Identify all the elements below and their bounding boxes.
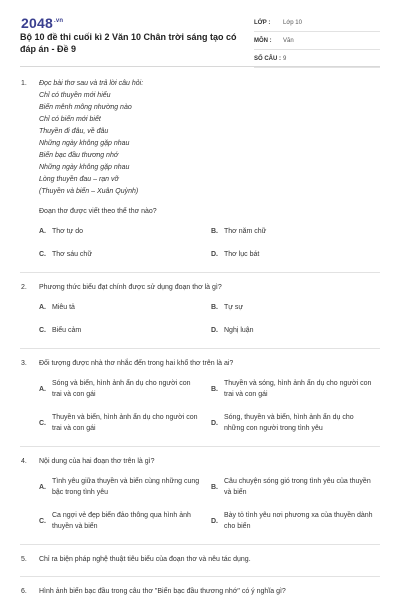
question-text: Đoạn thơ được viết theo thể thơ nào?	[39, 208, 157, 215]
question-6	[20, 586, 380, 597]
answer-options	[39, 302, 380, 348]
poem-line: Những ngày không gặp nhau	[39, 140, 130, 147]
poem-line: Thuyền đi đâu, về đâu	[39, 128, 109, 135]
meta-value-count: 9	[283, 55, 287, 62]
option-text: Thơ tự do	[52, 228, 84, 235]
option-text: Thơ năm chữ	[224, 228, 267, 235]
option-letter: C.	[39, 327, 46, 334]
meta-label-count: SỐ CÂU :	[254, 55, 281, 62]
page-title: Bộ 10 đề thi cuối kì 2 Văn 10 Chân trời sáng tạo có đáp án - Đề 9	[20, 32, 237, 54]
option-text: Bày tỏ tình yêu nơi phương xa của thuyền dành cho biển	[224, 512, 373, 530]
question-text: Đối tượng được nhà thơ nhắc đến trong hai khổ thơ trên là ai?	[39, 360, 234, 367]
option-d[interactable]	[211, 249, 383, 260]
question-number: 4.	[21, 458, 27, 465]
option-text: Thuyền và sóng, hình ảnh ẩn dụ cho người con trai và con gái	[224, 380, 372, 398]
question-1	[20, 78, 380, 272]
question-text: Nội dung của hai đoạn thơ trên là gì?	[39, 458, 155, 465]
option-letter: A.	[39, 385, 46, 393]
poem-source: (Thuyền và biển – Xuân Quỳnh)	[39, 188, 139, 195]
option-text: Sóng và biển, hình ảnh ẩn dụ cho người con trai và con gái	[52, 380, 191, 398]
option-letter: A.	[39, 228, 46, 235]
question-divider	[20, 272, 380, 273]
poem-line: Biển mênh mông nhường nào	[39, 104, 132, 111]
question-4	[20, 456, 380, 544]
option-text: Ca ngợi vẻ đẹp biển đảo thông qua hình ảnh thuyền và biển	[52, 512, 191, 530]
option-a[interactable]	[39, 226, 211, 237]
option-letter: D.	[211, 251, 218, 258]
option-text: Thuyền và biển, hình ảnh ẩn dụ cho người con trai và con gái	[52, 414, 198, 432]
option-letter: B.	[211, 228, 218, 235]
option-b[interactable]	[211, 302, 383, 313]
meta-label-class: LỚP :	[254, 19, 271, 26]
option-text: Thơ sáu chữ	[52, 251, 93, 258]
option-letter: D.	[211, 419, 218, 427]
poem-block	[39, 78, 380, 198]
question-number: 5.	[21, 556, 27, 563]
question-2	[20, 282, 380, 348]
option-text: Nghị luận	[224, 327, 254, 334]
poem-line: Biển bạc đầu thương nhớ	[39, 152, 119, 159]
option-d[interactable]	[211, 412, 383, 434]
poem-line: Lòng thuyền đau – rạn vỡ	[39, 176, 119, 183]
option-c[interactable]	[39, 325, 211, 336]
answer-options	[39, 476, 380, 544]
option-d[interactable]	[211, 325, 383, 336]
option-a[interactable]	[39, 302, 211, 313]
question-text: Hình ảnh biển bạc đầu trong câu thơ "Biển bạc đầu thương nhớ" có ý nghĩa gì?	[39, 588, 286, 595]
option-text: Thơ lục bát	[224, 251, 260, 258]
option-text: Tự sự	[224, 304, 244, 311]
option-letter: B.	[211, 304, 218, 311]
option-text: Biểu cảm	[52, 327, 82, 334]
option-d[interactable]	[211, 510, 383, 532]
site-logo[interactable]	[21, 15, 63, 31]
option-letter: A.	[39, 483, 46, 491]
option-c[interactable]	[39, 510, 211, 532]
option-text: Tình yêu giữa thuyền và biển cùng những cung bậc trong tình yêu	[52, 478, 200, 496]
header-divider	[20, 66, 380, 67]
option-c[interactable]	[39, 249, 211, 260]
question-instruction: Đọc bài thơ sau và trả lời câu hỏi:	[39, 80, 144, 87]
option-b[interactable]	[211, 378, 383, 400]
logo-sub: .vn	[53, 18, 64, 25]
logo-main: 2048	[21, 15, 53, 31]
question-list	[20, 78, 380, 597]
meta-label-subject: MÔN :	[254, 37, 272, 44]
question-number: 6.	[21, 588, 27, 595]
option-text: Miêu tả	[52, 304, 75, 311]
question-5	[20, 554, 380, 565]
option-a[interactable]	[39, 476, 211, 498]
poem-line: Chỉ có biển mới biết	[39, 116, 101, 123]
question-3	[20, 358, 380, 446]
poem-line: Những ngày không gặp nhau	[39, 164, 130, 171]
option-letter: C.	[39, 419, 46, 427]
option-a[interactable]	[39, 378, 211, 400]
question-divider	[20, 446, 380, 447]
option-b[interactable]	[211, 476, 383, 498]
meta-value-class: Lớp 10	[283, 19, 302, 26]
question-text: Chỉ ra biện pháp nghệ thuật tiêu biểu của đoạn thơ và nêu tác dụng.	[39, 556, 251, 563]
answer-options	[39, 378, 380, 446]
answer-options	[39, 226, 380, 272]
option-b[interactable]	[211, 226, 383, 237]
question-divider	[20, 348, 380, 349]
page-header	[0, 0, 400, 62]
question-number: 1.	[21, 80, 27, 87]
exam-meta-table	[254, 14, 380, 68]
question-divider	[20, 576, 380, 577]
meta-value-subject: Văn	[283, 37, 294, 44]
option-letter: B.	[211, 385, 218, 393]
option-letter: D.	[211, 517, 218, 525]
poem-line: Chỉ có thuyền mới hiểu	[39, 92, 111, 99]
question-text: Phương thức biểu đạt chính được sử dụng đoạn thơ là gì?	[39, 284, 222, 291]
option-letter: A.	[39, 304, 46, 311]
question-divider	[20, 544, 380, 545]
meta-row-class	[254, 14, 380, 32]
option-letter: D.	[211, 327, 218, 334]
option-letter: C.	[39, 251, 46, 258]
option-letter: B.	[211, 483, 218, 491]
option-text: Câu chuyện sóng gió trong tình yêu của thuyền và biển	[224, 478, 371, 496]
option-text: Sóng, thuyền và biển, hình ảnh ẩn dụ cho những con người trong tình yêu	[224, 414, 354, 432]
question-number: 3.	[21, 360, 27, 367]
option-c[interactable]	[39, 412, 211, 434]
question-number: 2.	[21, 284, 27, 291]
option-letter: C.	[39, 517, 46, 525]
meta-row-subject	[254, 32, 380, 50]
